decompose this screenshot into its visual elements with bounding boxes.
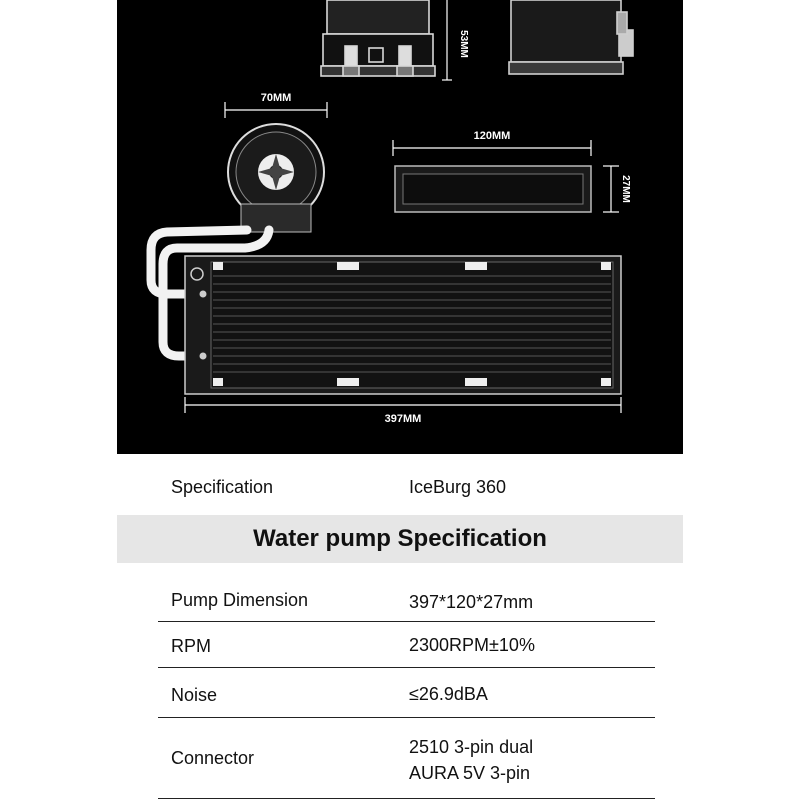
cooler-drawing xyxy=(117,0,683,454)
width-dimension-line xyxy=(225,102,327,118)
product-value: IceBurg 360 xyxy=(409,477,507,497)
pump-side-view xyxy=(321,0,435,76)
radiator-length-label: 397MM xyxy=(384,413,422,425)
spec-label: Noise xyxy=(171,685,218,705)
spec-value: ≤26.9dBA xyxy=(409,684,488,704)
fan-width-label: 120MM xyxy=(473,130,511,142)
dimension-diagram xyxy=(117,0,683,454)
pump-perspective-view xyxy=(509,0,633,74)
row-divider xyxy=(158,798,655,799)
row-divider xyxy=(158,717,655,718)
radiator xyxy=(185,256,621,394)
fan-depth-label: 27MM xyxy=(620,175,631,203)
fan-width-dimension-line xyxy=(393,140,591,156)
height-dimension-line xyxy=(442,0,452,80)
row-divider xyxy=(158,667,655,668)
fan-side-view xyxy=(395,166,591,212)
row-divider xyxy=(158,621,655,622)
pump-height-label: 53MM xyxy=(458,30,469,58)
pump-top-view xyxy=(228,124,324,232)
spec-label: Connector xyxy=(171,748,255,768)
spec-value-line-2: AURA 5V 3-pin xyxy=(409,763,531,783)
section-title: Water pump Specification xyxy=(253,525,547,552)
spec-value: 397*120*27mm xyxy=(409,592,534,612)
spec-label: RPM xyxy=(171,636,211,656)
fan-depth-dimension-line xyxy=(603,166,619,212)
section-header xyxy=(117,515,683,563)
pump-width-label: 70MM xyxy=(260,92,292,104)
spec-value: 2300RPM±10% xyxy=(409,635,535,655)
spec-value-line-1: 2510 3-pin dual xyxy=(409,737,534,757)
spec-label: Pump Dimension xyxy=(171,590,309,610)
product-label: Specification xyxy=(171,477,274,497)
radiator-length-dimension-line xyxy=(185,397,621,413)
